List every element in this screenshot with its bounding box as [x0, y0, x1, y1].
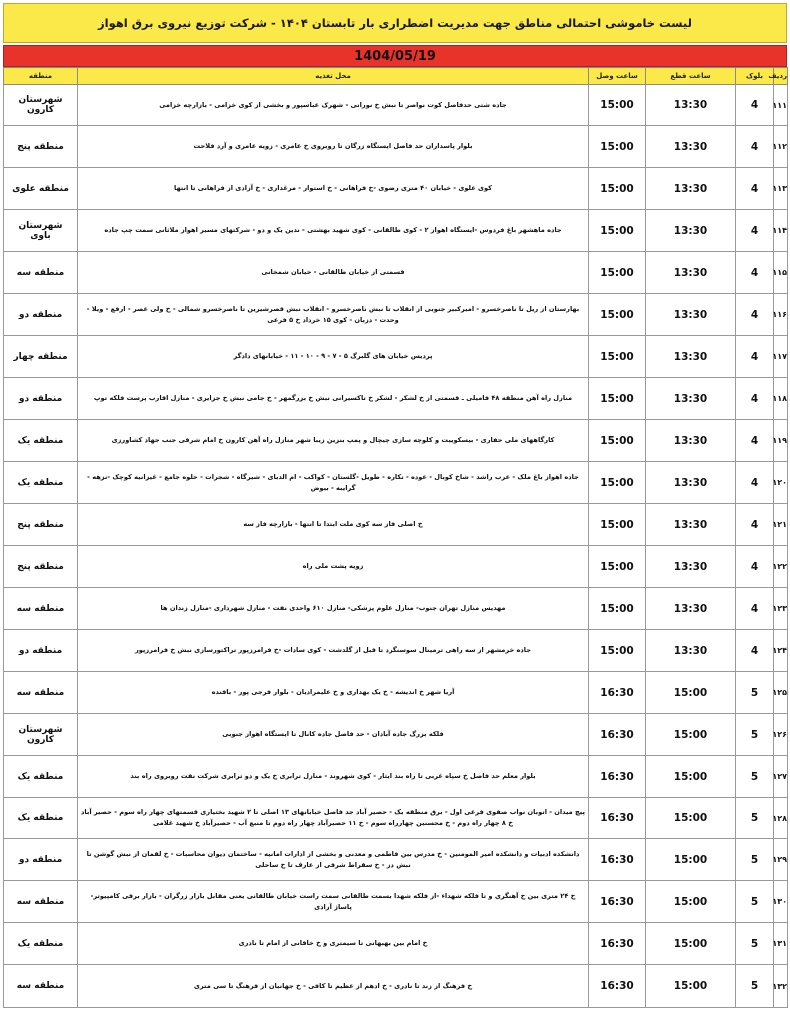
connect-time-cell: 16:30	[589, 965, 646, 1008]
region-cell: شهرستان کارون	[4, 714, 78, 756]
region-cell: منطقه یک	[4, 798, 78, 839]
row-number-cell: ۱۲۸	[774, 798, 788, 839]
location-cell: پردیس خیابان های گلبرگ ۵ - ۷ - ۹ - ۱۰ - ۱۱ - خیابانهای دادگر	[78, 336, 589, 378]
cut-time-cell: 15:00	[646, 672, 736, 714]
location-cell: زویه پشت ملی راه	[78, 546, 589, 588]
region-cell: منطقه پنج	[4, 126, 78, 168]
location-cell: بلوار پاسداران حد فاصل ایستگاه زرگان تا روبروی خ عامری - زویه عامری و آرد فلاحت	[78, 126, 589, 168]
connect-time-cell: 15:00	[589, 588, 646, 630]
cut-time-cell: 13:30	[646, 420, 736, 462]
location-cell: دانشکده ادبیات و دانشکده امیر المومنین - خ مدرس بین فاطمی و معدنی و بخشی از ادارات امانیه - ساختمان دیوان محاسبات - خ لقمان از نبش گوشن تا نبش دز - خ سقراط شرقی از عارف تا خ ساحلی	[78, 839, 589, 881]
location-cell: جاده ماهشهر باغ فردوس -ایستگاه اهواز ۲ - کوی طالقانی - کوی شهید بهشتی - ندین یک و دو - شرکتهای مسیر اهواز ملاثانی سمت چپ جاده	[78, 210, 589, 252]
connect-time-cell: 16:30	[589, 798, 646, 839]
connect-time-cell: 15:00	[589, 378, 646, 420]
location-cell: جاده اهواز باغ ملک - عرب راشد - شاخ کوبال - عوده - تکاره - طویل -گلستان - کواکب - ام الدبای - شیرگاه - شجرات - حلوه جامع - غیزانیه کوچک -نزهه - گرایبه - بیوض	[78, 462, 589, 504]
block-cell: 5	[736, 756, 774, 798]
cut-time-cell: 15:00	[646, 965, 736, 1008]
region-cell: منطقه چهار	[4, 336, 78, 378]
region-cell: منطقه یک	[4, 462, 78, 504]
table-row	[4, 839, 788, 881]
location-cell: آریا شهر خ اندیشه - خ یک بهداری و خ علیمرادیان - بلوار فرجی پور - بافنده	[78, 672, 589, 714]
cut-time-cell: 13:30	[646, 85, 736, 126]
table-header-row	[4, 68, 788, 85]
cut-time-cell: 15:00	[646, 798, 736, 839]
region-cell: منطقه سه	[4, 672, 78, 714]
row-number-cell: ۱۱۷	[774, 336, 788, 378]
block-cell: 4	[736, 420, 774, 462]
region-cell: منطقه یک	[4, 420, 78, 462]
region-cell: منطقه سه	[4, 965, 78, 1008]
cut-time-cell: 13:30	[646, 504, 736, 546]
row-number-cell: ۱۲۱	[774, 504, 788, 546]
cut-time-cell: 15:00	[646, 714, 736, 756]
row-number-cell: ۱۱۴	[774, 210, 788, 252]
outage-sheet	[3, 3, 787, 1008]
region-cell: منطقه علوی	[4, 168, 78, 210]
region-cell: منطقه سه	[4, 881, 78, 923]
table-row	[4, 85, 788, 126]
block-cell: 5	[736, 672, 774, 714]
block-cell: 4	[736, 630, 774, 672]
table-row	[4, 672, 788, 714]
location-cell: بلوار معلم حد فاصل خ سپاه غربی تا راه بند ایثار - کوی شهروند - منازل ترابری خ یک و دو ترابری شرکت نفت روبروی راه بند	[78, 756, 589, 798]
cut-time-cell: 13:30	[646, 294, 736, 336]
block-cell: 4	[736, 294, 774, 336]
connect-time-cell: 15:00	[589, 630, 646, 672]
table-row	[4, 965, 788, 1008]
block-cell: 4	[736, 85, 774, 126]
row-number-cell: ۱۱۵	[774, 252, 788, 294]
table-row	[4, 378, 788, 420]
connect-time-cell: 15:00	[589, 462, 646, 504]
block-cell: 5	[736, 839, 774, 881]
region-cell: شهرستان کارون	[4, 85, 78, 126]
region-cell: منطقه پنج	[4, 546, 78, 588]
row-number-cell: ۱۳۰	[774, 881, 788, 923]
date-banner: 1404/05/19	[3, 45, 787, 67]
cut-time-cell: 15:00	[646, 839, 736, 881]
block-cell: 5	[736, 798, 774, 839]
table-row	[4, 294, 788, 336]
region-cell: منطقه یک	[4, 923, 78, 965]
outage-table	[3, 67, 788, 1008]
row-number-cell: ۱۱۱	[774, 85, 788, 126]
row-number-cell: ۱۳۱	[774, 923, 788, 965]
header-location: محل تغذیه	[78, 68, 589, 85]
location-cell: خ ۲۴ متری بین خ آهنگری و تا فلکه شهداء -از فلکه شهدا بسمت طالقانی سمت راست خیابان طالقانی یعنی مقابل بازار زرگران - بازار برقی کامپیوتر- پاساژ آزادی	[78, 881, 589, 923]
region-cell: منطقه دو	[4, 630, 78, 672]
location-cell: خ اصلی فاز سه کوی ملت ابتدا تا انتها - بازارچه فاز سه	[78, 504, 589, 546]
table-row	[4, 210, 788, 252]
location-cell: کوی علوی - خیابان ۴۰ متری رضوی -خ فراهانی - خ استوار - مرغداری - خ آزادی از فراهانی تا انتها	[78, 168, 589, 210]
block-cell: 5	[736, 714, 774, 756]
table-row	[4, 168, 788, 210]
cut-time-cell: 13:30	[646, 630, 736, 672]
table-row	[4, 881, 788, 923]
row-number-cell: ۱۳۲	[774, 965, 788, 1008]
block-cell: 4	[736, 210, 774, 252]
connect-time-cell: 15:00	[589, 168, 646, 210]
location-cell: بهارستان از ریل تا ناصرخسرو - امیرکبیر جنوبی از انقلاب تا نبش ناصرخسرو - انقلاب نبش قصرشیرین تا ناصرخسرو شمالی - خ ولی عصر - ارفع - ویلا - وحدت - دزبان - کوی ۱۵ خرداد خ ۵ فرعی	[78, 294, 589, 336]
table-row	[4, 588, 788, 630]
connect-time-cell: 15:00	[589, 85, 646, 126]
connect-time-cell: 15:00	[589, 504, 646, 546]
cut-time-cell: 13:30	[646, 210, 736, 252]
table-row	[4, 336, 788, 378]
region-cell: شهرستان باوی	[4, 210, 78, 252]
row-number-cell: ۱۲۶	[774, 714, 788, 756]
table-row	[4, 923, 788, 965]
block-cell: 4	[736, 588, 774, 630]
region-cell: منطقه پنج	[4, 504, 78, 546]
table-row	[4, 462, 788, 504]
cut-time-cell: 13:30	[646, 252, 736, 294]
connect-time-cell: 16:30	[589, 714, 646, 756]
table-body	[4, 85, 788, 1008]
row-number-cell: ۱۱۶	[774, 294, 788, 336]
location-cell: مهدیس منازل تهران جنوب- منازل علوم پزشکی- منازل ۶۱۰ واحدی نفت - منازل شهرداری -منازل زندان ها	[78, 588, 589, 630]
block-cell: 4	[736, 168, 774, 210]
location-cell: منازل راه آهن منطقه ۴۸ فامیلی ـ قسمتی از خ لشکر - لشکر خ تاکسیرانی نبش خ بزرگمهر - خ جامی نبش خ جزایری - منازل اقارب پرست فلکه توپ	[78, 378, 589, 420]
connect-time-cell: 16:30	[589, 672, 646, 714]
table-row	[4, 126, 788, 168]
region-cell: منطقه دو	[4, 839, 78, 881]
sheet-title: لیست خاموشی احتمالی مناطق جهت مدیریت اضطراری بار تابستان ۱۴۰۴ - شرکت توزیع نیروی برق اهواز	[3, 3, 787, 43]
table-row	[4, 546, 788, 588]
location-cell: پیچ میدان - اتوبان نواب صفوی فرعی اول - برق منطقه یک - حصیر آباد حد فاصل خیابانهای ۱۳ اصلی تا ۲ شهید بختیاری قسمتهای چهار راه سوم - حصیر آباد خ ۸ چهار راه دوم - خ محسنین چهارراه سوم - خ ۱۱ حصیرآباد چهار راه دوم تا منبع آب - حصیرآباد خ شهید غلامی	[78, 798, 589, 839]
row-number-cell: ۱۲۷	[774, 756, 788, 798]
block-cell: 4	[736, 126, 774, 168]
region-cell: منطقه دو	[4, 378, 78, 420]
table-row	[4, 252, 788, 294]
block-cell: 4	[736, 252, 774, 294]
connect-time-cell: 15:00	[589, 210, 646, 252]
cut-time-cell: 13:30	[646, 126, 736, 168]
region-cell: منطقه یک	[4, 756, 78, 798]
row-number-cell: ۱۲۹	[774, 839, 788, 881]
cut-time-cell: 15:00	[646, 923, 736, 965]
connect-time-cell: 16:30	[589, 923, 646, 965]
connect-time-cell: 15:00	[589, 420, 646, 462]
connect-time-cell: 15:00	[589, 252, 646, 294]
location-cell: جاده خرمشهر از سه راهی ترمینال سوسنگرد تا قبل از گلدشت - کوی سادات -خ فرامرزپور تراکتورسازی نبش خ فرامرزپور	[78, 630, 589, 672]
connect-time-cell: 15:00	[589, 336, 646, 378]
header-block: بلوک	[736, 68, 774, 85]
cut-time-cell: 15:00	[646, 881, 736, 923]
table-row	[4, 756, 788, 798]
location-cell: فلکه بزرگ جاده آبادان - حد فاصل جاده کانال تا ایستگاه اهواز جنوبی	[78, 714, 589, 756]
cut-time-cell: 13:30	[646, 378, 736, 420]
header-row-number: ردیف	[774, 68, 788, 85]
row-number-cell: ۱۲۰	[774, 462, 788, 504]
block-cell: 5	[736, 965, 774, 1008]
table-row	[4, 420, 788, 462]
row-number-cell: ۱۱۳	[774, 168, 788, 210]
region-cell: منطقه سه	[4, 252, 78, 294]
block-cell: 4	[736, 462, 774, 504]
table-row	[4, 714, 788, 756]
row-number-cell: ۱۲۲	[774, 546, 788, 588]
region-cell: منطقه دو	[4, 294, 78, 336]
header-cut-time: ساعت قطع	[646, 68, 736, 85]
table-row	[4, 630, 788, 672]
header-region: منطقه	[4, 68, 78, 85]
location-cell: جاده شتی حدفاصل کوت نواصر تا نبش خ نورانی - شهرک عباسپور و بخشی از کوی خزامی - بازارچه خزامی	[78, 85, 589, 126]
cut-time-cell: 13:30	[646, 588, 736, 630]
connect-time-cell: 15:00	[589, 126, 646, 168]
row-number-cell: ۱۱۸	[774, 378, 788, 420]
row-number-cell: ۱۲۵	[774, 672, 788, 714]
block-cell: 4	[736, 378, 774, 420]
cut-time-cell: 13:30	[646, 336, 736, 378]
row-number-cell: ۱۱۲	[774, 126, 788, 168]
block-cell: 4	[736, 504, 774, 546]
location-cell: کارگاههای ملی حفاری - بیسکوییت و کلوچه سازی چیچال و پمپ بنزین زیبا شهر منازل راه آهن کارون خ امام شرقی جنب جهاد کشاورزی	[78, 420, 589, 462]
row-number-cell: ۱۲۳	[774, 588, 788, 630]
block-cell: 5	[736, 923, 774, 965]
cut-time-cell: 15:00	[646, 756, 736, 798]
cut-time-cell: 13:30	[646, 168, 736, 210]
connect-time-cell: 15:00	[589, 294, 646, 336]
block-cell: 5	[736, 881, 774, 923]
location-cell: خ امام بین بهبهانی تا سیمتری و خ خاقانی از امام تا نادری	[78, 923, 589, 965]
cut-time-cell: 13:30	[646, 462, 736, 504]
table-row	[4, 798, 788, 839]
row-number-cell: ۱۱۹	[774, 420, 788, 462]
location-cell: خ فرهنگ از زند تا نادری - خ ادهم از عظیم تا کافی - خ جهانیان از فرهنگ تا سی متری	[78, 965, 589, 1008]
row-number-cell: ۱۲۴	[774, 630, 788, 672]
table-row	[4, 504, 788, 546]
connect-time-cell: 16:30	[589, 839, 646, 881]
connect-time-cell: 16:30	[589, 756, 646, 798]
location-cell: قسمتی از خیابان طالقانی - خیابان شمخانی	[78, 252, 589, 294]
cut-time-cell: 13:30	[646, 546, 736, 588]
connect-time-cell: 15:00	[589, 546, 646, 588]
block-cell: 4	[736, 336, 774, 378]
header-connect-time: ساعت وصل	[589, 68, 646, 85]
block-cell: 4	[736, 546, 774, 588]
connect-time-cell: 16:30	[589, 881, 646, 923]
region-cell: منطقه سه	[4, 588, 78, 630]
